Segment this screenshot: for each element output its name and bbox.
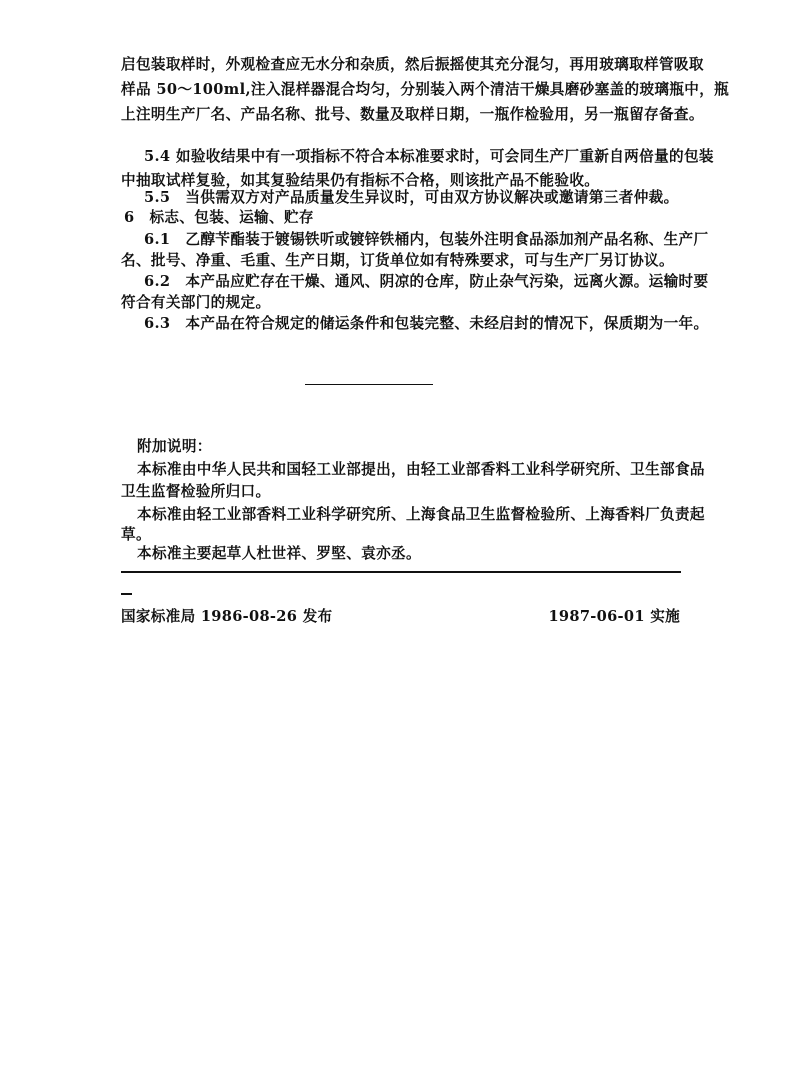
clause-6-2-line-1: 6.2 本产品应贮存在干燥、通风、阴凉的仓库，防止杂气污染，远离火源。运输时要 <box>144 273 709 290</box>
section-6-heading: 6 标志、包装、运输、贮存 <box>124 209 314 226</box>
clause-6-3: 6.3 本产品在符合规定的储运条件和包装完整、未经启封的情况下，保质期为一年。 <box>144 315 709 332</box>
appendix-line-2: 卫生监督检验所归口。 <box>121 483 271 500</box>
clause-5-4-line-1: 5.4 如验收结果中有一项指标不符合本标准要求时，可会同生产厂重新自两倍量的包装 <box>144 148 714 165</box>
appendix-line-3: 本标准由轻工业部香料工业科学研究所、上海食品卫生监督检验所、上海香料厂负责起 <box>137 506 705 523</box>
clause-6-1-line-2: 名、批号、净重、毛重、生产日期，订货单位如有特殊要求，可与生产厂另订协议。 <box>121 252 674 269</box>
appendix-line-5: 本标准主要起草人杜世祥、罗堅、袁亦丞。 <box>137 545 421 562</box>
issue-date: 国家标准局 1986-08-26 发布 <box>121 608 333 625</box>
clause-6-2-line-2: 符合有关部门的规定。 <box>121 294 271 311</box>
appendix-line-4: 草。 <box>121 526 151 543</box>
clause-5-5: 5.5 当供需双方对产品质量发生异议时，可由双方协议解决或邀请第三者仲裁。 <box>144 189 679 206</box>
body-line-1: 启包装取样时，外观检查应无水分和杂质，然后振摇使其充分混匀，再用玻璃取样管吸取 <box>121 56 704 73</box>
effective-date: 1987-06-01 实施 <box>548 608 680 625</box>
appendix-line-1: 本标准由中华人民共和国轻工业部提出，由轻工业部香料工业科学研究所、卫生部食品 <box>137 461 705 478</box>
body-line-3: 上注明生产厂名、产品名称、批号、数量及取样日期，一瓶作检验用，另一瓶留存备查。 <box>121 106 704 123</box>
footer-rule <box>121 571 681 573</box>
clause-5-4-line-2: 中抽取试样复验，如其复验结果仍有指标不合格，则该批产品不能验收。 <box>121 172 600 189</box>
appendix-title: 附加说明： <box>137 438 212 455</box>
clause-6-1-line-1: 6.1 乙醇苄酯装于镀锡铁听或镀锌铁桶内，包装外注明食品添加剂产品名称、生产厂 <box>144 231 709 248</box>
body-line-2: 样品 50～100ml,注入混样器混合均匀，分别装入两个清洁干燥具磨砂塞盖的玻璃瓶中，瓶 <box>121 81 730 98</box>
footer-rule-tick <box>121 593 132 595</box>
end-of-text-rule <box>305 384 433 385</box>
